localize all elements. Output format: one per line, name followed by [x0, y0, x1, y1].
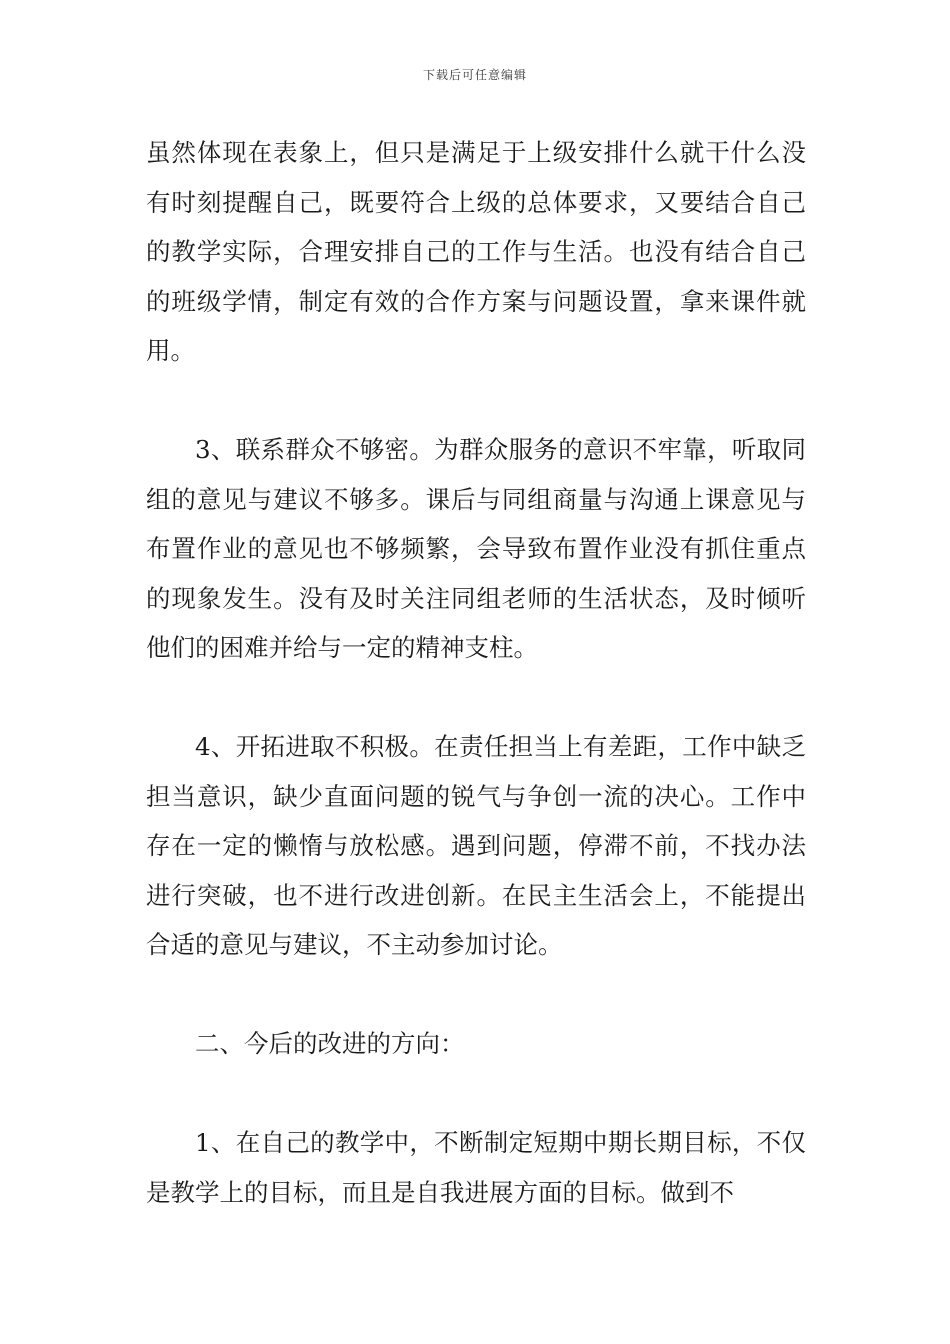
section-heading: 二、今后的改进的方向：: [195, 1029, 465, 1058]
paragraph-gap: [146, 673, 806, 723]
page-header: 下载后可任意编辑: [422, 68, 527, 82]
paragraph-gap: [146, 970, 806, 1020]
document-body: [146, 128, 806, 1217]
paragraph-continuation: 虽然体现在表象上，但只是满足于上级安排什么就干什么没有时刻提醒自己，既要符合上级的总体要求，又要结合自己的教学实际，合理安排自己的工作与生活。也没有结合自己的班级学情，制定有效的合作方案与问题设置，拿来课件就用。: [146, 138, 806, 365]
paragraph-item-3: 3、联系群众不够密。为群众服务的意识不牢靠，听取同组的意见与建议不够多。课后与同组商量与沟通上课意见与布置作业的意见也不够频繁，会导致布置作业没有抓住重点的现象发生。没有及时关注同组老师的生活状态，及时倾听他们的困难并给与一定的精神支柱。: [146, 435, 806, 662]
paragraph-item-4: 4、开拓进取不积极。在责任担当上有差距，工作中缺乏担当意识，缺少直面问题的锐气与争创一流的决心。工作中存在一定的懒惰与放松感。遇到问题，停滞不前，不找办法进行突破，也不进行改进创新。在民主生活会上，不能提出合适的意见与建议，不主动参加讨论。: [146, 732, 806, 959]
paragraph-gap: [146, 1069, 806, 1119]
paragraph-item-1: 1、在自己的教学中，不断制定短期中期长期目标，不仅是教学上的目标，而且是自我进展方面的目标。做到不: [146, 1128, 806, 1207]
paragraph-gap: [146, 376, 806, 426]
